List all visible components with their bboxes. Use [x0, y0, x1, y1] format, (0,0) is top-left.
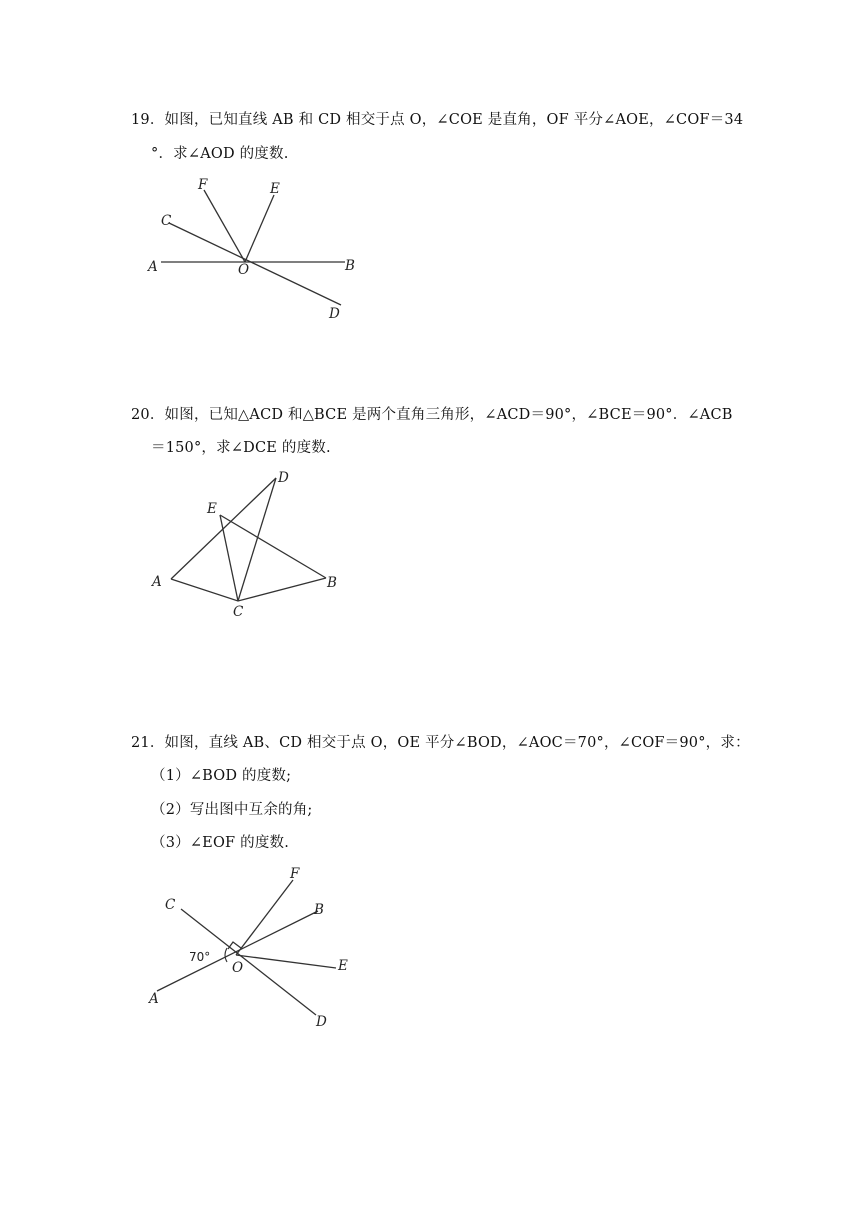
problem-19-line-2: °．求∠AOD 的度数.: [151, 146, 289, 162]
problem-19-figure: [140, 170, 380, 330]
problem-21-line-3: （2）写出图中互余的角;: [151, 802, 313, 818]
ray-oe: [236, 955, 336, 968]
label-e: E: [207, 501, 217, 517]
segments-ac-cb: [171, 578, 326, 601]
angle-arc-aoc: [225, 948, 227, 962]
problem-19-line-1: 19．如图，已知直线 AB 和 CD 相交于点 O，∠COE 是直角，OF 平分∠AOE，∠COF＝34: [131, 112, 744, 128]
label-b: B: [345, 258, 355, 274]
label-d: D: [278, 470, 289, 486]
ray-of: [204, 190, 245, 262]
problem-21-line-2: （1）∠BOD 的度数;: [151, 768, 292, 784]
segment-eb: [220, 515, 326, 578]
label-c: C: [161, 213, 172, 229]
problem-20-line-1: 20．如图，已知△ACD 和△BCE 是两个直角三角形，∠ACD＝90°，∠BCE＝90°．∠ACB: [131, 407, 733, 423]
label-o: O: [238, 262, 250, 278]
line-ab: [157, 911, 318, 991]
label-c: C: [165, 897, 176, 913]
label-f: F: [290, 866, 300, 882]
label-a: A: [152, 574, 162, 590]
problem-20-figure: [140, 465, 360, 625]
segment-ce: [220, 515, 238, 601]
label-b: B: [314, 902, 324, 918]
label-b: B: [327, 575, 337, 591]
line-cd: [169, 223, 341, 305]
ray-of: [236, 880, 293, 955]
label-d: D: [329, 306, 340, 322]
problem-21-figure: [140, 860, 370, 1035]
label-f: F: [198, 177, 208, 193]
angle-label-aoc: 70°: [189, 950, 211, 964]
label-a: A: [148, 259, 158, 275]
ray-oe: [245, 195, 274, 262]
problem-21-line-1: 21．如图，直线 AB、CD 相交于点 O，OE 平分∠BOD，∠AOC＝70°，∠COF＝90°，求：: [131, 735, 750, 751]
problem-20-line-2: ＝150°，求∠DCE 的度数.: [151, 440, 331, 456]
label-e: E: [270, 181, 280, 197]
label-c: C: [233, 604, 244, 620]
label-d: D: [316, 1014, 327, 1030]
label-e: E: [338, 958, 348, 974]
label-o: O: [232, 960, 244, 976]
problem-21-line-4: （3）∠EOF 的度数.: [151, 835, 290, 851]
label-a: A: [149, 991, 159, 1007]
